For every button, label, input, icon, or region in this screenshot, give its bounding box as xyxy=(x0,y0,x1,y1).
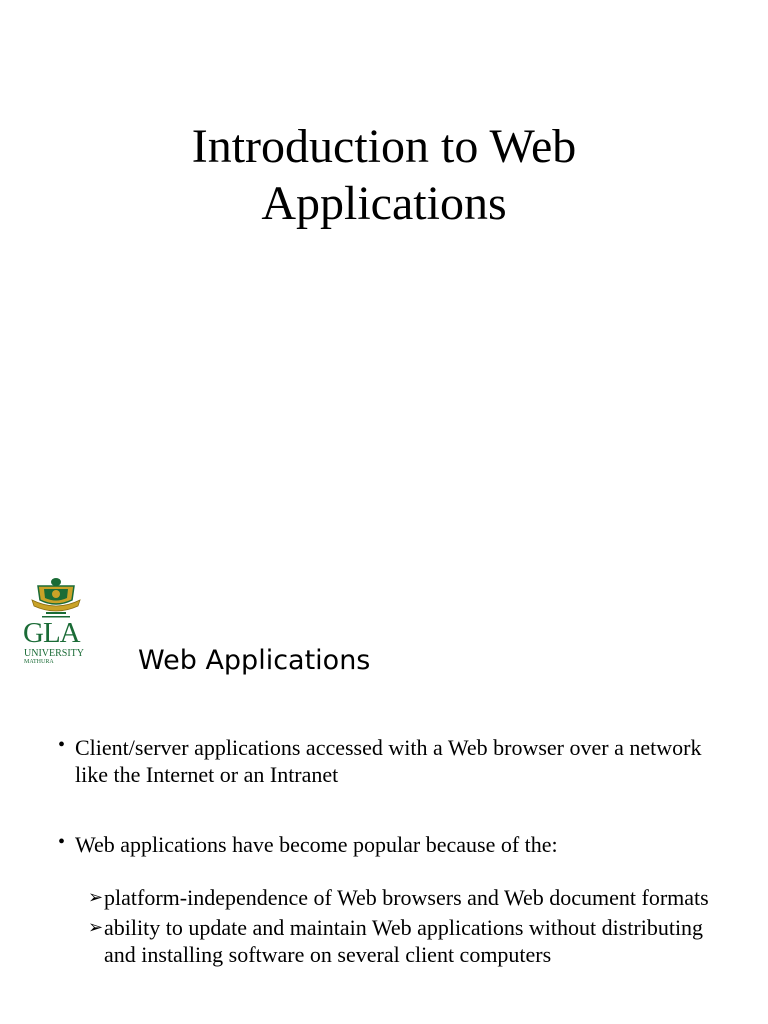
logo-city: MATHURA xyxy=(24,659,54,665)
bullet-item xyxy=(58,734,738,788)
logo-name: GLA xyxy=(23,617,80,649)
university-logo xyxy=(20,576,96,676)
bullet-icon: • xyxy=(58,831,66,853)
logo-subtitle: UNIVERSITY xyxy=(24,648,84,659)
content-slide xyxy=(0,576,768,1024)
bullet-list xyxy=(58,734,738,971)
bullet-item xyxy=(58,831,738,858)
sub-bullet-item xyxy=(58,914,738,968)
sub-bullet-item xyxy=(58,884,738,911)
slide-title-line-2: Applications xyxy=(261,177,507,230)
bullet-icon: • xyxy=(58,734,66,756)
bullet-text: Client/server applications accessed with a Web browser over a network like the Internet or an Intranet xyxy=(75,735,702,787)
slide-heading: Web Applications xyxy=(138,645,371,676)
arrow-bullet-icon: ➢ xyxy=(88,887,104,907)
crest-icon xyxy=(26,576,86,620)
sub-bullet-text: platform-independence of Web browsers and Web document formats xyxy=(104,885,709,910)
arrow-bullet-icon: ➢ xyxy=(88,917,104,937)
bullet-text: Web applications have become popular because of the: xyxy=(75,832,558,857)
slide-title-line-1: Introduction to Web xyxy=(191,120,577,173)
slide-title xyxy=(0,118,768,232)
sub-bullet-text: ability to update and maintain Web applications without distributing and installing software on several client computers xyxy=(104,915,704,967)
